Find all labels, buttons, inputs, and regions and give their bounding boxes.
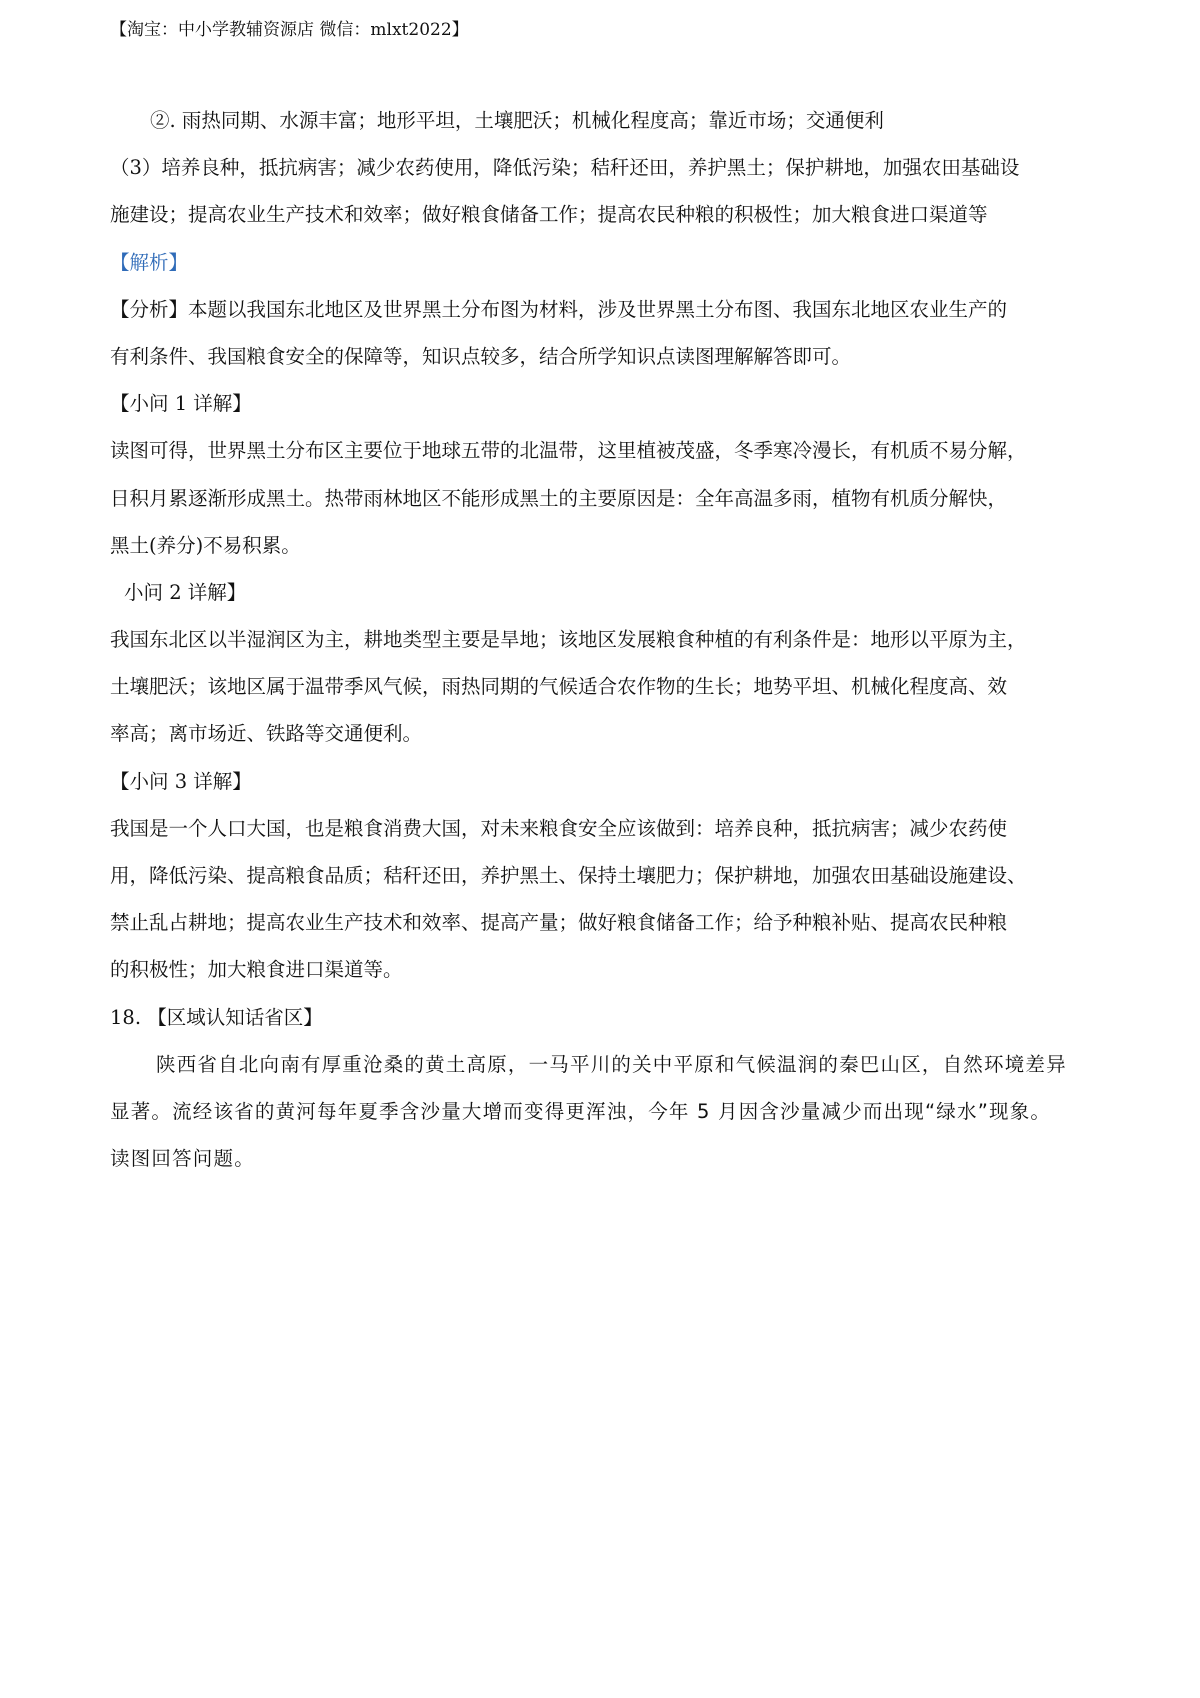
answer-q2-item2: ②. 雨热同期、水源丰富；地形平坦，土壤肥沃；机械化程度高；靠近市场；交通便利 xyxy=(150,109,884,132)
q3-heading: 【小问 3 详解】 xyxy=(110,769,252,793)
analysis-line2: 有利条件、我国粮食安全的保障等，知识点较多，结合所学知识点读图理解解答即可。 xyxy=(110,344,852,368)
document-body xyxy=(110,97,1104,1182)
question18-line3: 读图回答问题。 xyxy=(110,1147,255,1171)
q1-line1: 读图可得，世界黑土分布区主要位于地球五带的北温带，这里植被茂盛，冬季寒冷漫长，有机质不易分解， xyxy=(110,439,1027,463)
q1-line3: 黑土(养分)不易积累。 xyxy=(110,533,301,557)
q2-line1: 我国东北区以半湿润区为主，耕地类型主要是旱地；该地区发展粮食种植的有利条件是：地形以平原为主， xyxy=(110,628,1027,652)
q3-line1: 我国是一个人口大国，也是粮食消费大国，对未来粮食安全应该做到：培养良种，抵抗病害；减少农药使 xyxy=(110,816,1008,840)
q2-heading: 小问 2 详解】 xyxy=(124,580,247,604)
analysis-line1: 【分析】本题以我国东北地区及世界黑土分布图为材料，涉及世界黑土分布图、我国东北地区农业生产的 xyxy=(110,297,1008,321)
q2-line2: 土壤肥沃；该地区属于温带季风气候，雨热同期的气候适合农作物的生长；地势平坦、机械化程度高、效 xyxy=(110,675,1008,699)
q3-line2: 用，降低污染、提高粮食品质；秸秆还田，养护黑土、保持土壤肥力；保护耕地，加强农田基础设施建设、 xyxy=(110,864,1027,887)
q2-line3: 率高；离市场近、铁路等交通便利。 xyxy=(110,722,423,746)
answer-q3-line2: 施建设；提高农业生产技术和效率；做好粮食储备工作；提高农民种粮的积极性；加大粮食进口渠道等 xyxy=(110,203,988,227)
q1-line2: 日积月累逐渐形成黑土。热带雨林地区不能形成黑土的主要原因是：全年高温多雨，植物有机质分解快， xyxy=(110,486,1008,510)
question18-heading: 18. 【区域认知话省区】 xyxy=(110,1005,323,1029)
answer-q3-line1: （3）培养良种，抵抗病害；减少农药使用，降低污染；秸秆还田，养护黑土；保护耕地，加强农田基础设 xyxy=(110,156,1020,180)
q1-heading: 【小问 1 详解】 xyxy=(110,392,252,416)
question18-line1: 陕西省自北向南有厚重沧桑的黄土高原，一马平川的关中平原和气候温润的秦巴山区，自然环境差异 xyxy=(156,1052,1067,1076)
question18-line2: 显著。流经该省的黄河每年夏季含沙量大增而变得更浑浊，今年 5 月因含沙量减少而出现“绿水”现象。 xyxy=(110,1099,1052,1123)
q3-line4: 的积极性；加大粮食进口渠道等。 xyxy=(110,958,403,982)
jiexi-label: 【解析】 xyxy=(110,250,189,274)
q3-line3: 禁止乱占耕地；提高农业生产技术和效率、提高产量；做好粮食储备工作；给予种粮补贴、提高农民种粮 xyxy=(110,911,1008,935)
page-header: 【淘宝：中小学教辅资源店 微信：mlxt2022】 xyxy=(110,20,469,40)
